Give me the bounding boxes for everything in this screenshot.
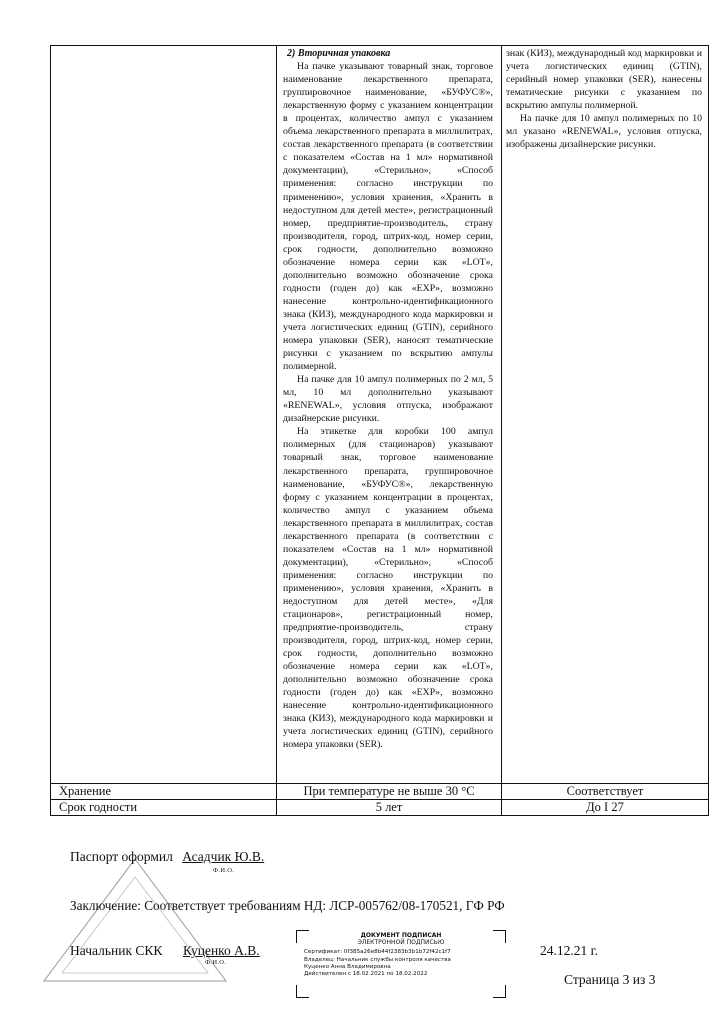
shelf-life-result: До I 27 [502, 800, 709, 816]
head-label: Начальник СКК [70, 943, 163, 958]
secondary-packaging-cell [277, 46, 502, 784]
stamp-cert: Сертификат: 0f385a26e8b44f2383b3b1b72f42c1f7 [304, 949, 451, 956]
storage-result: Соответствует [502, 784, 709, 800]
spec-table [50, 45, 709, 816]
conclusion-line: Заключение: Соответствует требованиям НД: ЛСР-005762/08-170521, ГФ РФ [70, 898, 505, 913]
stamp-subtitle: ЭЛЕКТРОННОЙ ПОДПИСЬЮ [357, 939, 445, 947]
watermark-triangle [40, 855, 230, 985]
passport-label: Паспорт оформил [70, 849, 173, 864]
passport-name: Асадчик Ю.В. [182, 849, 265, 864]
storage-label: Хранение [51, 784, 277, 800]
shelf-life-requirement: 5 лет [277, 800, 502, 816]
section-heading: 2) Вторичная упаковка [287, 48, 391, 59]
result-cell [502, 46, 709, 784]
stamp-owner: Владелец: Начальник службы контроля качества [304, 956, 451, 963]
stamp-title: ДОКУМЕНТ ПОДПИСАН [360, 932, 442, 939]
paragraph-box-10: На пачке для 10 ампул полимерных по 2 мл, 5 мл, 10 мл дополнительно указывают «RENEWAL», условия отпуска, изображают дизайнерские рисунки. [283, 374, 493, 425]
paragraph-box: На пачке указывают товарный знак, торговое наименование лекарственного препарата, группировочное наименование, «БУФУС®», лекарственную форму с указанием концентрации в процентах, количество ампул с указанием объема лекарственного препарата в миллилитрах, состав лекарственного препарата (в соответствии с показателем «Состав на 1 мл» нормативной документации), «Стерильно», «Способ применения: согласно инструкции по применению», условия хранения, «Хранить в недоступном для детей месте», регистрационный номер, предприятие-производитель, страну производителя, город, штрих-код, номер серии, срок годности, дополнительно возможно обозначение номера серии как «LOT», дополнительно возможно обозначение срока годности (годен до) как «EXP», возможно нанесение контрольно-идентификационного знака (КИЗ), международного кода маркировки и учета логистических единиц (GTIN), серийного номера упаковки (SER), наносят тематические рисунки с указанием по вскрытию ампулы полимерной. [283, 61, 493, 373]
shelf-life-label: Срок годности [51, 800, 277, 816]
passport-line [70, 849, 264, 865]
page-number: Страница 3 из 3 [564, 972, 656, 987]
result-paragraph-2: На пачке для 10 ампул полимерных по 10 мл указано «RENEWAL», условия отпуска, изображены дизайнерские рисунки. [506, 113, 702, 151]
result-paragraph: знак (КИЗ), международный код маркировки и учета логистических единиц (GTIN), серийный номер упаковки (SER), нанесены тематические рисунки с указанием по вскрытию ампулы полимерной. [506, 48, 702, 112]
table-row [51, 46, 709, 784]
label-cell-empty [51, 46, 277, 784]
date: 24.12.21 г. [540, 943, 599, 958]
stamp-name: Куценко Анна Владимировна [304, 963, 391, 970]
table-row [51, 784, 709, 800]
fio-caption-2: Ф.И.О. [205, 959, 227, 966]
head-name: Куценко А.В. [183, 943, 260, 958]
stamp-valid: Действителен с 18.02.2021 по 18.02.2022 [304, 971, 428, 978]
storage-requirement: При температуре не выше 30 °С [277, 784, 502, 800]
fio-caption: Ф.И.О. [213, 867, 235, 874]
e-signature-stamp [296, 930, 506, 998]
table-row [51, 800, 709, 816]
paragraph-label-100: На этикетке для коробки 100 ампул полимерных (для стационаров) указывают товарный знак, торговое наименование лекарственного препарата, группировочное наименование, «БУФУС®», лекарственную форму с указанием концентрации в процентах, количество ампул с указанием объема лекарственного препарата в миллилитрах, состав лекарственного препарата (в соответствии с показателем «Состав на 1 мл» нормативной документации), «Стерильно», «Способ применения: согласно инструкции по применению», условия хранения, «Хранить в недоступном для детей месте», «Для стационаров», регистрационный номер, предприятие-производитель, страну производителя, город, штрих-код, номер серии, срок годности, дополнительно возможно обозначение номера серии как «LOT», дополнительно возможно обозначение срока годности (годен до) как «EXP», возможно нанесение контрольно-идентификационного знака (КИЗ), международного кода маркировки и учета логистических единиц (GTIN), серийного номера упаковки (SER). [283, 426, 493, 751]
